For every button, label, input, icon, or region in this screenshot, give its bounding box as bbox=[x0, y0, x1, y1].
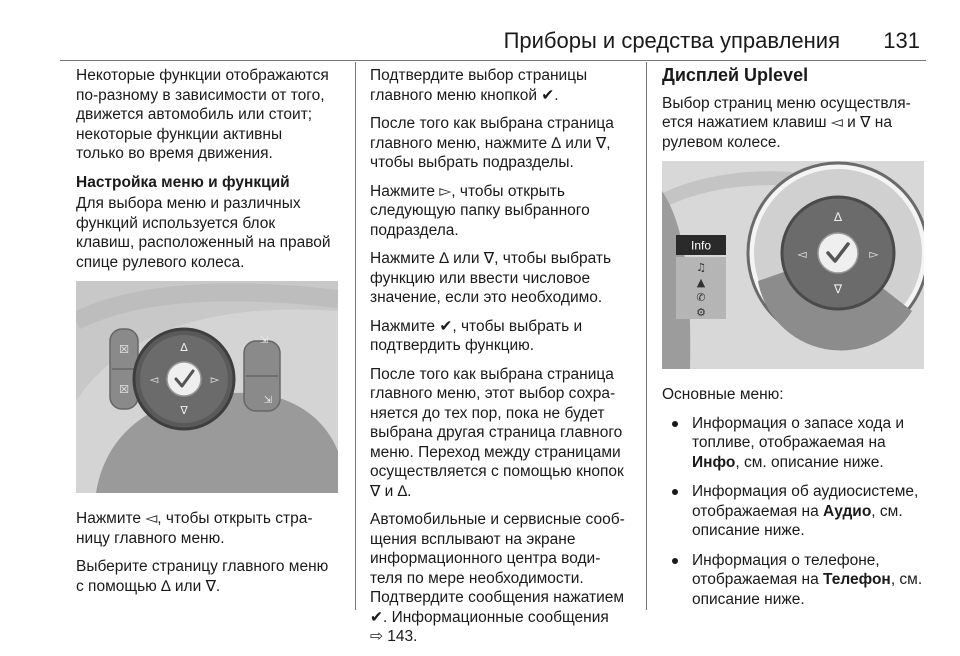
svg-text:⇲: ⇲ bbox=[259, 335, 269, 346]
open-folder-paragraph: Нажмите ▻, чтобы открыть следующую папку выбранного подраздела. bbox=[370, 182, 590, 239]
section-title: Приборы и средства управления bbox=[503, 28, 840, 53]
column-divider bbox=[646, 62, 647, 610]
bullet-dot bbox=[672, 489, 678, 495]
confirm-function-paragraph: Нажмите ✔, чтобы выбрать и подтвердить функцию. bbox=[370, 317, 583, 354]
svg-text:◅: ◅ bbox=[149, 373, 159, 386]
bullet-text: Информация о запасе хода и топливе, отображаемая на Инфо, см. описание ниже. bbox=[692, 414, 905, 471]
select-function-paragraph: Нажмите ∆ или ∇, чтобы выбрать функцию или ввести числовое значение, если это необходимо. bbox=[370, 250, 612, 306]
steering-wheel-controls-image bbox=[76, 281, 338, 493]
navigation-icon: ▲ bbox=[696, 276, 706, 289]
music-icon: ♫ bbox=[696, 261, 706, 274]
uplevel-select-paragraph: Выбор страниц меню осуществля- ется нажатием клавиш ◅ и ∇ на рулевом колесе. bbox=[662, 94, 911, 151]
list-item bbox=[662, 414, 924, 473]
subheading-menu-setup: Настройка меню и функций bbox=[76, 173, 290, 191]
column-divider bbox=[355, 62, 356, 610]
svg-text:∇: ∇ bbox=[180, 404, 188, 417]
svg-text:◅: ◅ bbox=[797, 247, 807, 261]
phone-icon: ✆ bbox=[696, 291, 706, 304]
uplevel-display-image bbox=[662, 161, 924, 369]
svg-text:∆: ∆ bbox=[180, 341, 188, 354]
bullet-text: Информация об аудиосистеме, отображаемая на Аудио, см. описание ниже. bbox=[692, 483, 919, 539]
intro-paragraph: Некоторые функции отображаются по-разному в зависимости от того, движется автомобиль или стоит; некоторые функции активны только во время движения. bbox=[76, 67, 329, 162]
bullet-dot bbox=[672, 421, 678, 427]
svg-text:▻: ▻ bbox=[869, 247, 879, 261]
page-header bbox=[60, 26, 926, 61]
select-page-paragraph: Выберите страницу главного меню с помощью ∆ или ∇. bbox=[76, 558, 329, 595]
setup-paragraph: Для выбора меню и различных функций используется блок клавиш, расположенный на правой спице рулевого колеса. bbox=[76, 195, 331, 271]
list-item bbox=[662, 551, 924, 610]
svg-text:☒: ☒ bbox=[119, 383, 129, 396]
bullet-text: Информация о телефоне, отображаемая на Телефон, см. описание ниже. bbox=[692, 551, 923, 608]
confirm-paragraph: Подтвердите выбор страницы главного меню кнопкой ✔. bbox=[370, 67, 588, 104]
svg-text:∇: ∇ bbox=[833, 282, 843, 296]
main-menus-list bbox=[662, 414, 924, 610]
press-back-paragraph: Нажмите ◅, чтобы открыть стра- ницу главного меню. bbox=[76, 510, 313, 547]
column-middle bbox=[370, 66, 636, 656]
page-memory-paragraph: После того как выбрана страница главного меню, этот выбор сохра- няется до тех пор, пока не будет выбрана другая страница главного меню. Переход между страницами осуществляется с помощью кнопок ∇ и ∆. bbox=[370, 365, 624, 500]
column-right bbox=[662, 66, 924, 619]
info-menu-label: Info bbox=[690, 238, 712, 253]
main-menus-label: Основные меню: bbox=[662, 386, 784, 403]
svg-text:∆: ∆ bbox=[833, 210, 843, 224]
subsections-paragraph: После того как выбрана страница главного меню, нажмите ∆ или ∇, чтобы выбрать подразделы. bbox=[370, 115, 614, 171]
svg-text:☒: ☒ bbox=[119, 343, 129, 356]
messages-paragraph: Автомобильные и сервисные сооб- щения всплывают на экране информационного центра води- теля по мере необходимости. Подтвердите сообщения нажатием ✔. Информационные сообщения ⇨ 143. bbox=[370, 511, 625, 645]
list-item bbox=[662, 482, 924, 541]
column-left bbox=[76, 66, 346, 605]
section-heading-uplevel: Дисплей Uplevel bbox=[662, 65, 809, 85]
page-number: 131 bbox=[883, 28, 920, 53]
bullet-dot bbox=[672, 558, 678, 564]
svg-text:⇲: ⇲ bbox=[263, 395, 273, 406]
svg-text:▻: ▻ bbox=[210, 373, 220, 386]
settings-icon: ⚙ bbox=[696, 306, 706, 319]
